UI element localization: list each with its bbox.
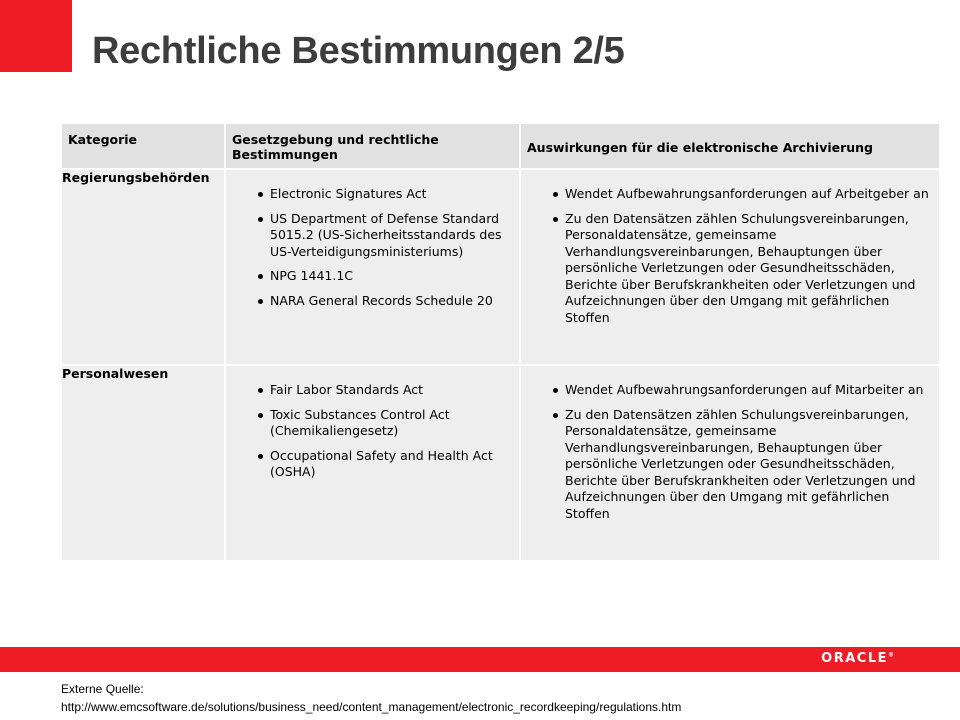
list-item: US Department of Defense Standard 5015.2 (US-Sicherheitsstandards des US-Verteidigungsministeriums) [270,211,513,261]
effects-list [521,382,933,522]
oracle-logo-text: ORACLE [821,651,888,666]
effects-cell [521,366,939,560]
table-row [62,366,939,560]
red-accent-block [0,0,72,72]
registered-mark: ® [888,651,894,659]
list-item: Wendet Aufbewahrungsanforderungen auf Mitarbeiter an [565,382,933,399]
list-item: Fair Labor Standards Act [270,382,513,399]
legislation-cell [226,366,519,560]
footer-bar [0,647,960,672]
list-item: Electronic Signatures Act [270,186,513,203]
slide-title: Rechtliche Bestimmungen 2/5 [92,30,625,72]
list-item: NARA General Records Schedule 20 [270,293,513,310]
legislation-list [226,382,513,481]
regulations-table [60,122,941,562]
source-url: http://www.emcsoftware.de/solutions/business_need/content_management/electronic_recordkeeping/regulations.htm [61,700,682,714]
table-row [62,170,939,364]
legislation-cell [226,170,519,364]
source-label: Externe Quelle: [61,682,144,696]
effects-list [521,186,933,326]
list-item: NPG 1441.1C [270,268,513,285]
table-header-row [62,124,939,168]
list-item: Wendet Aufbewahrungsanforderungen auf Arbeitgeber an [565,186,933,203]
oracle-logo [821,651,894,666]
source-note [61,680,681,716]
header-effects: Auswirkungen für die elektronische Archivierung [521,124,939,168]
effects-cell [521,170,939,364]
list-item: Occupational Safety and Health Act (OSHA) [270,448,513,481]
header-legislation: Gesetzgebung und rechtliche Bestimmungen [226,124,519,168]
list-item: Toxic Substances Control Act (Chemikaliengesetz) [270,407,513,440]
legislation-list [226,186,513,309]
header-category: Kategorie [62,124,224,168]
list-item: Zu den Datensätzen zählen Schulungsvereinbarungen, Personaldatensätze, gemeinsame Verhandlungsvereinbarungen, Behauptungen über persönliche Verletzungen oder Gesundheitsschäden, Berichte über Berufskrankheiten oder Verletzungen und Aufzeichnungen über den Umgang mit gefährlichen Stoffen [565,211,933,327]
list-item: Zu den Datensätzen zählen Schulungsvereinbarungen, Personaldatensätze, gemeinsame Verhandlungsvereinbarungen, Behauptungen über persönliche Verletzungen oder Gesundheitsschäden, Berichte über Berufskrankheiten oder Verletzungen und Aufzeichnungen über den Umgang mit gefährlichen Stoffen [565,407,933,523]
category-cell: Personalwesen [62,366,224,560]
category-cell: Regierungsbehörden [62,170,224,364]
